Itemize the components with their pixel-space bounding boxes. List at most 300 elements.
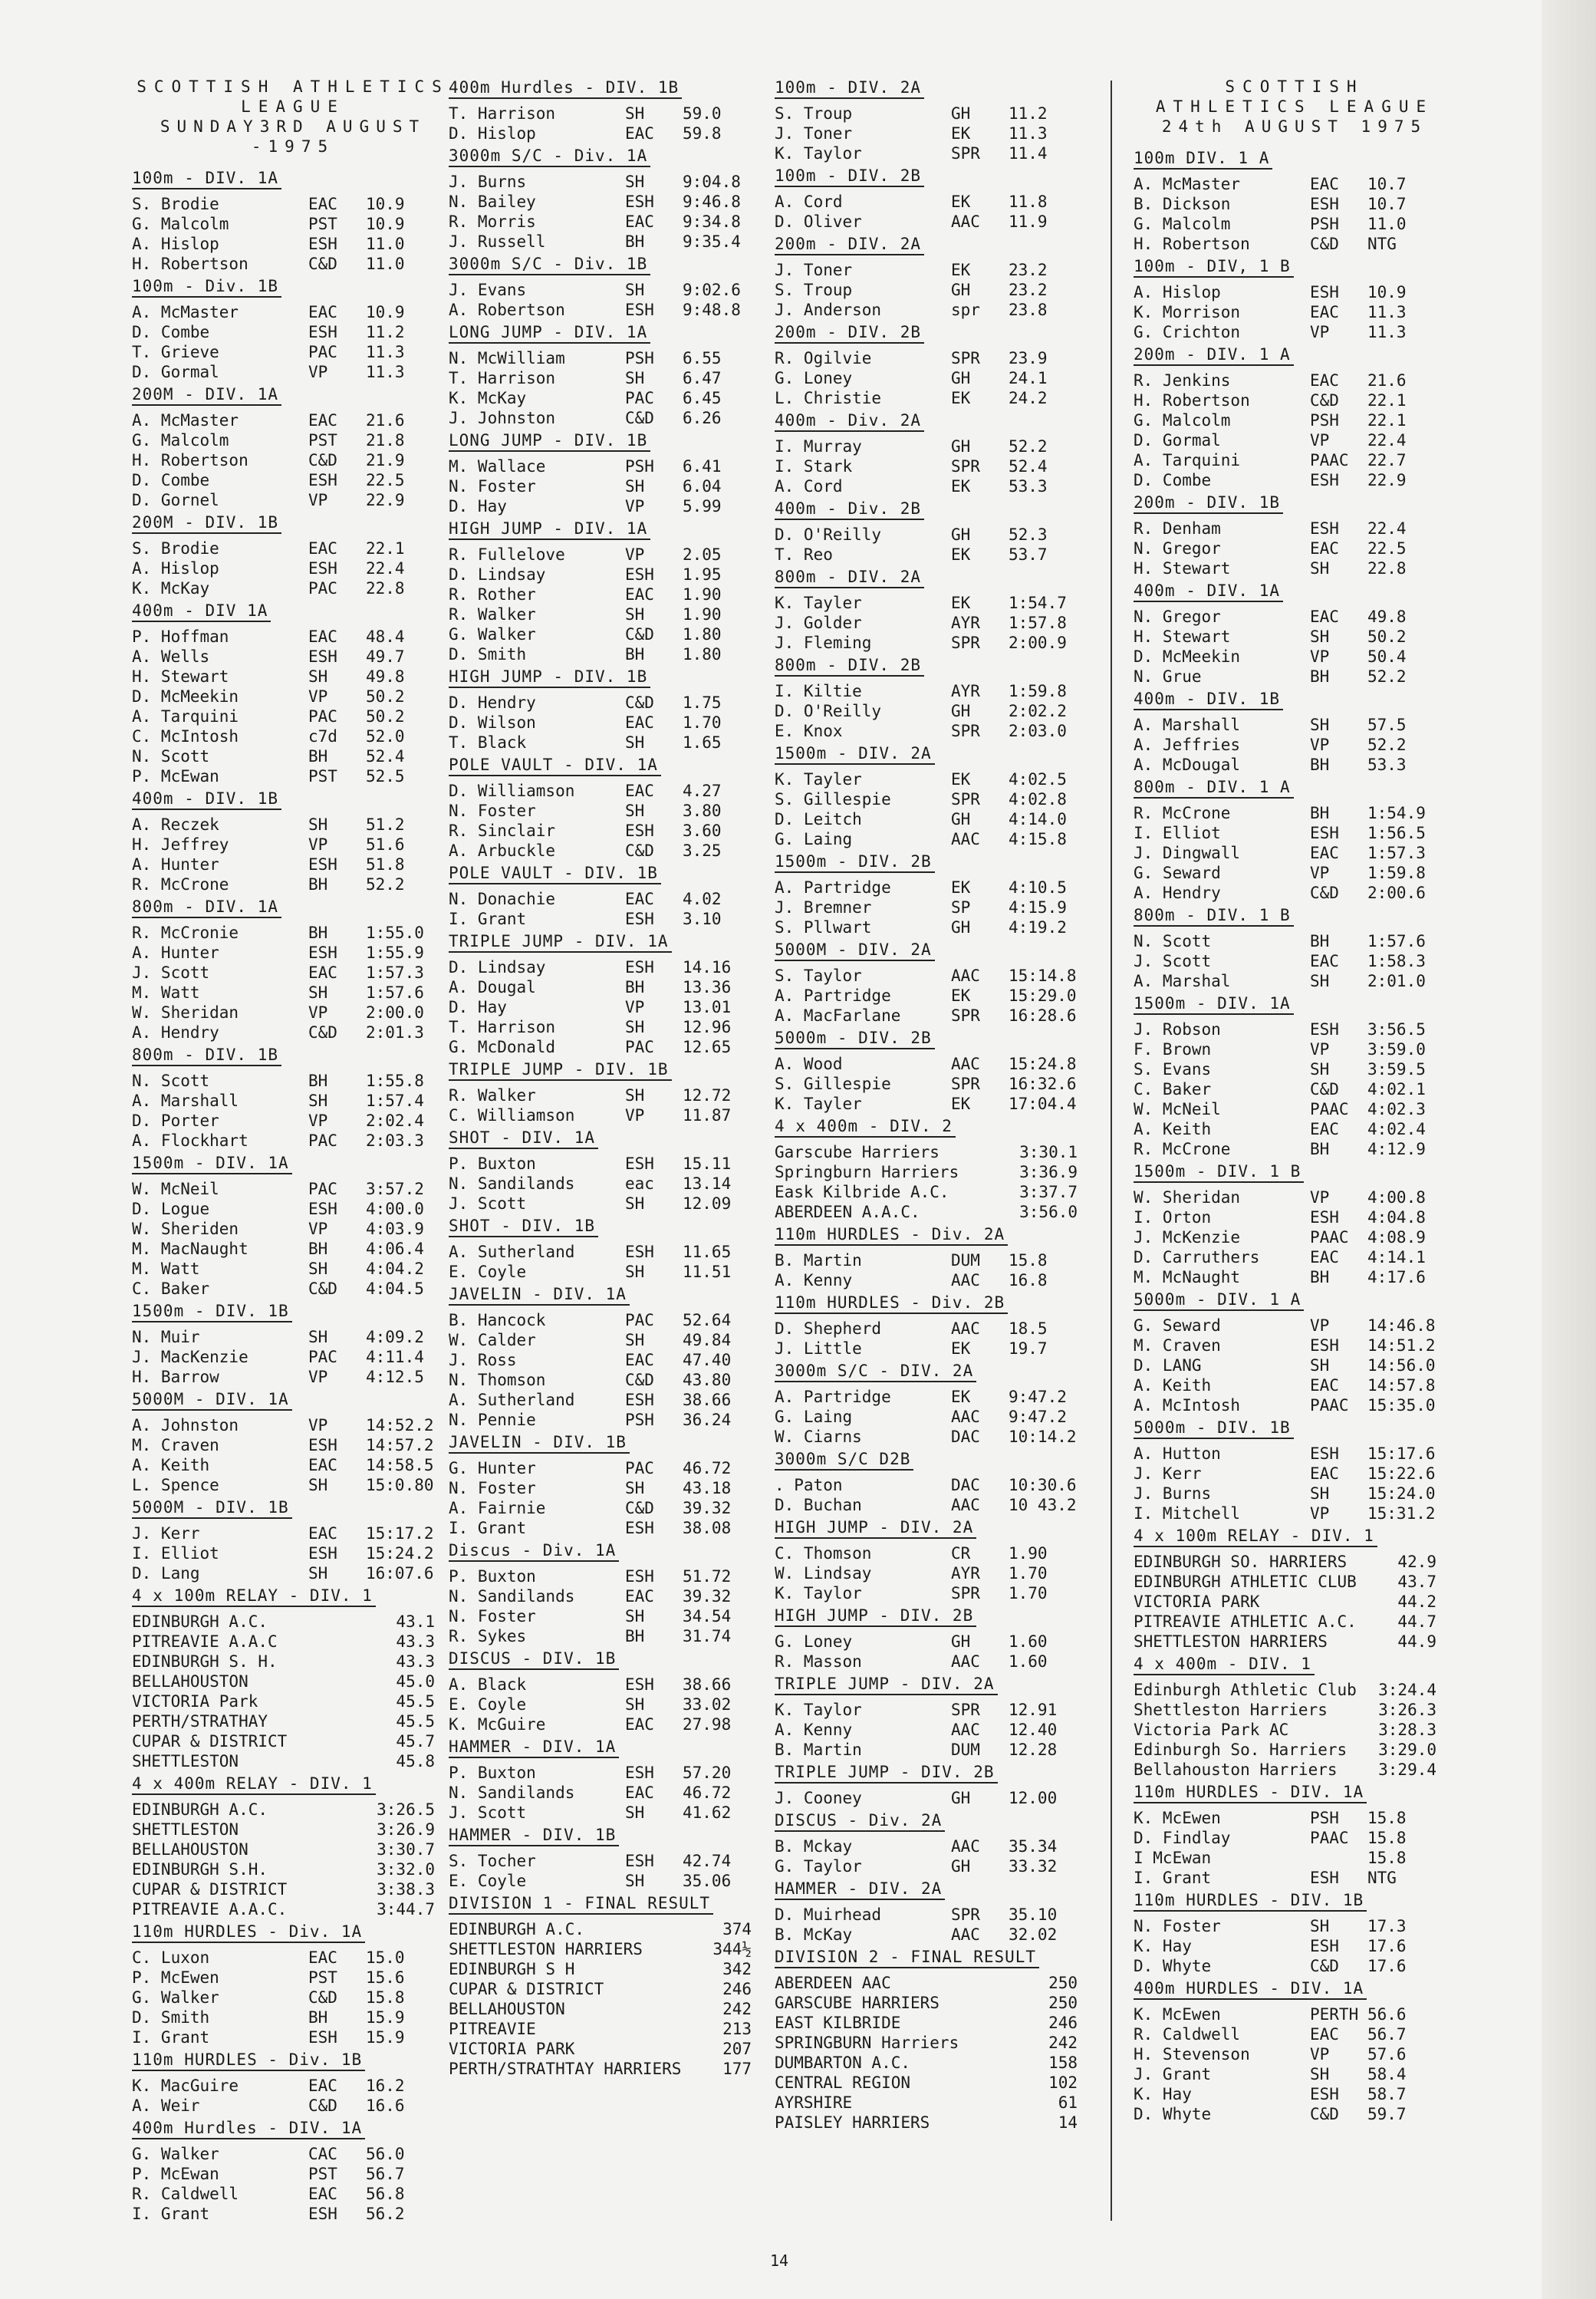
- athlete-name: A. Sutherland: [449, 1391, 575, 1409]
- event-section: [1134, 580, 1456, 687]
- club-code: spr: [951, 301, 980, 319]
- athlete-name: A. MacFarlane: [775, 1006, 901, 1025]
- event-section: [775, 1292, 1097, 1359]
- result-row: [132, 2008, 454, 2027]
- result-value: 58.4: [1367, 2065, 1407, 2083]
- club-code: SH: [1310, 2065, 1330, 2083]
- club-code: EAC: [625, 585, 654, 604]
- result-value: 15:14.8: [1009, 967, 1077, 985]
- result-row: [449, 1763, 771, 1783]
- result-row: [775, 436, 1097, 456]
- athlete-name: G. Laing: [775, 1408, 853, 1426]
- event-title: DIVISION 2 - FINAL RESULT: [775, 1948, 1039, 1968]
- result-row: [132, 1239, 454, 1259]
- team-name: ABERDEEN A.A.C.: [775, 1203, 920, 1221]
- event-title: 800m - DIV. 1 A: [1134, 778, 1294, 799]
- athlete-name: R. McCrone: [1134, 1140, 1231, 1158]
- athlete-name: I. Elliot: [132, 1544, 219, 1563]
- result-value: 2:00.0: [366, 1003, 424, 1022]
- club-code: AAC: [951, 1408, 980, 1426]
- results-column-3: [775, 77, 1097, 2134]
- result-value: 4:04.5: [366, 1280, 424, 1298]
- result-value: 9:34.8: [683, 212, 741, 231]
- result-value: 6.47: [683, 369, 722, 387]
- result-value: 56.7: [1367, 2025, 1407, 2044]
- team-result: 44.2: [1397, 1593, 1436, 1611]
- result-row: [1134, 1355, 1456, 1375]
- club-code: GH: [951, 104, 971, 123]
- athlete-name: K. McKay: [132, 579, 210, 598]
- athlete-name: K. Tayler: [775, 770, 862, 789]
- result-row: [1134, 883, 1456, 903]
- athlete-name: N. Gregor: [1134, 608, 1221, 626]
- club-code: AAC: [951, 212, 980, 231]
- result-row: [775, 388, 1097, 408]
- event-section: [1134, 993, 1456, 1159]
- club-code: PST: [308, 2165, 337, 2183]
- event-title: SHOT - DIV. 1A: [449, 1128, 598, 1149]
- athlete-name: D. Hay: [449, 998, 507, 1016]
- result-row: [132, 706, 454, 726]
- result-value: 1:57.6: [1367, 932, 1426, 950]
- club-code: VP: [1310, 647, 1330, 666]
- club-code: VP: [1310, 323, 1330, 341]
- league-title: SCOTTISH: [1225, 77, 1364, 96]
- club-code: SPR: [951, 349, 980, 367]
- result-value: 50.4: [1367, 647, 1407, 666]
- team-name: Edinburgh Athletic Club: [1134, 1681, 1357, 1699]
- result-value: 14:57.8: [1367, 1376, 1436, 1395]
- result-row: [1134, 194, 1456, 214]
- club-code: VP: [308, 1368, 328, 1386]
- result-value: 10.9: [366, 195, 405, 213]
- result-value: 57.6: [1367, 2045, 1407, 2064]
- result-row: [1134, 1956, 1456, 1976]
- result-value: 11.3: [366, 363, 405, 381]
- club-code: ESH: [1310, 1869, 1339, 1887]
- team-result-row: [132, 1691, 454, 1711]
- athlete-name: D. Lindsay: [449, 565, 546, 584]
- result-row: [132, 1968, 454, 1988]
- event-section: [132, 1585, 454, 1771]
- athlete-name: N. Foster: [449, 1607, 536, 1625]
- event-section: [132, 1497, 454, 1583]
- athlete-name: W. Calder: [449, 1331, 536, 1349]
- athlete-name: G. Laing: [775, 830, 853, 848]
- club-code: PSH: [1310, 411, 1339, 430]
- event-title: TRIPLE JUMP - DIV. 2B: [775, 1763, 998, 1784]
- event-section: [1134, 344, 1456, 490]
- result-value: 3.60: [683, 822, 722, 840]
- athlete-name: J. Anderson: [775, 301, 882, 319]
- athlete-name: G. Malcolm: [132, 215, 229, 233]
- result-row: [132, 766, 454, 786]
- result-value: 10:14.2: [1009, 1428, 1077, 1446]
- event-section: [775, 165, 1097, 232]
- athlete-name: K. McEwen: [1134, 2005, 1221, 2024]
- club-code: PAC: [625, 389, 654, 407]
- event-title: 110m HURDLES - DIV. 1B: [1134, 1891, 1367, 1912]
- team-result: 45.5: [396, 1692, 435, 1711]
- event-section: [449, 1540, 771, 1646]
- result-value: 11.2: [1009, 104, 1048, 123]
- result-row: [132, 1111, 454, 1131]
- club-code: PST: [308, 431, 337, 450]
- team-result-row: [1134, 1632, 1456, 1652]
- athlete-name: S. Troup: [775, 104, 853, 123]
- event-title: 3000m S/C D2B: [775, 1450, 913, 1471]
- result-row: [449, 192, 771, 212]
- club-code: ESH: [308, 2205, 337, 2223]
- result-value: 35.10: [1009, 1905, 1058, 1924]
- club-code: VP: [625, 998, 645, 1016]
- result-row: [775, 1543, 1097, 1563]
- club-code: SPR: [951, 722, 980, 740]
- club-code: SH: [625, 1263, 645, 1281]
- club-code: EK: [951, 545, 971, 564]
- club-code: ESH: [1310, 1208, 1339, 1227]
- club-code: EAC: [1310, 303, 1339, 321]
- athlete-name: J. Kerr: [1134, 1464, 1202, 1483]
- results-column-2: [449, 77, 771, 2080]
- result-row: [1134, 1848, 1456, 1868]
- athlete-name: N. Sandilands: [449, 1587, 575, 1606]
- club-code: AAC: [951, 1271, 980, 1289]
- athlete-name: A. Keith: [1134, 1376, 1212, 1395]
- result-row: [132, 874, 454, 894]
- event-title: 1500m - DIV. 1A: [1134, 994, 1294, 1015]
- team-result: 3:28.3: [1378, 1721, 1436, 1739]
- result-row: [132, 1543, 454, 1563]
- athlete-name: F. Brown: [1134, 1040, 1212, 1059]
- athlete-name: J. Russell: [449, 232, 546, 251]
- event-title: 200m - DIV. 2A: [775, 235, 924, 255]
- event-title: 200M - DIV. 1A: [132, 385, 281, 406]
- athlete-name: R. Caldwell: [132, 2185, 239, 2203]
- result-row: [1134, 1444, 1456, 1464]
- event-title: HIGH JUMP - DIV. 1B: [449, 667, 650, 688]
- event-section: [775, 498, 1097, 565]
- club-code: ESH: [308, 1200, 337, 1218]
- event-title: 3000m S/C - Div. 1B: [449, 255, 650, 275]
- athlete-name: A. Weir: [132, 2096, 200, 2115]
- athlete-name: N. Thomson: [449, 1371, 546, 1389]
- result-row: [132, 647, 454, 667]
- result-value: 3:56.5: [1367, 1020, 1426, 1039]
- team-result: 250: [1048, 1994, 1078, 2012]
- athlete-name: N. Foster: [449, 477, 536, 496]
- team-result-row: [1134, 1612, 1456, 1632]
- club-code: EAC: [1310, 1248, 1339, 1266]
- club-code: C&D: [308, 451, 337, 469]
- club-code: PAC: [308, 1131, 337, 1150]
- event-title: 800m - DIV. 2A: [775, 568, 924, 588]
- event-section: [775, 1761, 1097, 1808]
- event-title: LONG JUMP - DIV. 1A: [449, 323, 650, 344]
- athlete-name: S. Gillespie: [775, 1075, 891, 1093]
- result-value: 15.9: [366, 2028, 405, 2047]
- event-section: [1134, 904, 1456, 991]
- team-result: 44.9: [1397, 1632, 1436, 1651]
- club-code: SPR: [951, 1075, 980, 1093]
- club-code: SH: [625, 104, 645, 123]
- result-value: 2:02.2: [1009, 702, 1067, 720]
- athlete-name: W. McNeil: [132, 1180, 219, 1198]
- club-code: DUM: [951, 1741, 980, 1759]
- club-code: AAC: [951, 1652, 980, 1671]
- result-value: 46.72: [683, 1459, 732, 1477]
- result-row: [1134, 843, 1456, 863]
- athlete-name: H. Jeffrey: [132, 835, 229, 854]
- club-code: AAC: [951, 1496, 980, 1514]
- event-title: 200m - DIV. 1 A: [1134, 345, 1294, 366]
- event-title: 800m - DIV. 1B: [132, 1046, 281, 1066]
- result-row: [132, 1131, 454, 1151]
- result-row: [449, 585, 771, 604]
- result-row: [132, 578, 454, 598]
- result-row: [1134, 1099, 1456, 1119]
- event-title: 200m - DIV. 2B: [775, 323, 924, 344]
- club-code: SH: [1310, 1917, 1330, 1935]
- result-value: 52.2: [1367, 736, 1407, 754]
- event-section: [449, 1824, 771, 1891]
- athlete-name: G. Walker: [449, 625, 536, 644]
- result-row: [449, 368, 771, 388]
- team-result: 45.8: [396, 1752, 435, 1770]
- result-row: [449, 1803, 771, 1823]
- athlete-name: D. Muirhead: [775, 1905, 882, 1924]
- athlete-name: A. Hendry: [132, 1023, 219, 1042]
- result-value: 41.62: [683, 1803, 732, 1822]
- club-code: EAC: [1310, 1376, 1339, 1395]
- event-section: [775, 1605, 1097, 1672]
- result-value: 22.9: [366, 491, 405, 509]
- result-value: 18.5: [1009, 1319, 1048, 1338]
- result-row: [132, 1219, 454, 1239]
- athlete-name: A. Robertson: [449, 301, 565, 319]
- result-row: [775, 1720, 1097, 1740]
- athlete-name: R. Masson: [775, 1652, 862, 1671]
- result-row: [1134, 214, 1456, 234]
- result-row: [775, 829, 1097, 849]
- result-value: NTG: [1367, 1869, 1397, 1887]
- club-code: EAC: [308, 2077, 337, 2095]
- results-column-1: [132, 77, 454, 2225]
- result-row: [1134, 1267, 1456, 1287]
- team-name: VICTORIA Park: [132, 1692, 258, 1711]
- result-value: 58.7: [1367, 2085, 1407, 2103]
- event-title: POLE VAULT - DIV. 1A: [449, 756, 661, 776]
- club-code: ESH: [308, 471, 337, 489]
- club-code: EAC: [625, 212, 654, 231]
- result-value: 56.7: [366, 2165, 405, 2183]
- result-value: 4:02.8: [1009, 790, 1067, 809]
- result-value: 4.27: [683, 782, 722, 800]
- club-code: ESH: [308, 1436, 337, 1454]
- athlete-name: I. Elliot: [1134, 824, 1221, 842]
- result-row: [449, 1410, 771, 1430]
- page-edge-shadow: [1542, 0, 1596, 2299]
- team-result-row: [775, 2013, 1097, 2033]
- result-value: 33.32: [1009, 1857, 1058, 1876]
- team-name: CUPAR & DISTRICT: [449, 1980, 604, 1998]
- result-row: [132, 558, 454, 578]
- result-row: [132, 1367, 454, 1387]
- result-value: 1.70: [1009, 1584, 1048, 1602]
- result-value: 3.25: [683, 842, 722, 860]
- result-row: [449, 1105, 771, 1125]
- athlete-name: A. Wells: [132, 647, 210, 666]
- result-row: [132, 1023, 454, 1042]
- result-value: 57.5: [1367, 716, 1407, 734]
- team-result-row: [775, 2113, 1097, 2133]
- result-value: 27.98: [683, 1715, 732, 1734]
- event-section: [775, 1946, 1097, 2133]
- team-name: Victoria Park AC: [1134, 1721, 1289, 1739]
- result-row: [449, 889, 771, 909]
- event-section: [1134, 1889, 1456, 1976]
- club-code: ESH: [625, 1243, 654, 1261]
- team-result-row: [132, 1632, 454, 1652]
- event-section: [775, 939, 1097, 1026]
- event-section: [775, 851, 1097, 937]
- club-code: BH: [308, 1072, 328, 1090]
- club-code: EAC: [1310, 844, 1339, 862]
- athlete-name: R. Rother: [449, 585, 536, 604]
- athlete-name: D. Smith: [132, 2008, 210, 2027]
- result-value: 1:57.3: [366, 963, 424, 982]
- team-name: SPRINGBURN Harriers: [775, 2034, 959, 2052]
- athlete-name: D. Shepherd: [775, 1319, 882, 1338]
- result-value: 4:04.8: [1367, 1208, 1426, 1227]
- result-row: [1134, 322, 1456, 342]
- club-code: PST: [308, 767, 337, 786]
- event-title: 3000m S/C - DIV. 2A: [775, 1362, 976, 1382]
- club-code: EAC: [625, 124, 654, 143]
- club-code: ESH: [625, 958, 654, 977]
- result-value: 15.8: [366, 1988, 405, 2007]
- result-value: 13.01: [683, 998, 732, 1016]
- club-code: SH: [1310, 972, 1330, 990]
- team-result-row: [449, 2059, 771, 2079]
- athlete-name: G. Taylor: [775, 1857, 862, 1876]
- club-code: EAC: [1310, 1120, 1339, 1138]
- result-value: 22.5: [1367, 539, 1407, 558]
- event-title: 800m - DIV. 1 B: [1134, 906, 1294, 927]
- team-name: EDINBURGH S H: [449, 1960, 575, 1978]
- result-row: [449, 713, 771, 733]
- result-row: [132, 1327, 454, 1347]
- athlete-name: D. Buchan: [775, 1496, 862, 1514]
- result-value: 1:57.4: [366, 1092, 424, 1110]
- result-value: 1:59.8: [1367, 864, 1426, 882]
- result-row: [132, 1259, 454, 1279]
- athlete-name: A. Partridge: [775, 878, 891, 897]
- athlete-name: I. Orton: [1134, 1208, 1212, 1227]
- result-row: [449, 1518, 771, 1538]
- result-value: 12.91: [1009, 1701, 1058, 1719]
- club-code: EK: [951, 1339, 971, 1358]
- result-value: 19.7: [1009, 1339, 1048, 1358]
- team-name: AYRSHIRE: [775, 2093, 853, 2112]
- result-value: 9:02.6: [683, 281, 741, 299]
- club-code: PSH: [1310, 1809, 1339, 1827]
- team-result-row: [1134, 1572, 1456, 1592]
- athlete-name: E. Coyle: [449, 1695, 527, 1714]
- athlete-name: J. Kerr: [132, 1524, 200, 1543]
- result-row: [449, 348, 771, 368]
- event-section: [775, 743, 1097, 849]
- athlete-name: G. Malcolm: [132, 431, 229, 450]
- club-code: GH: [951, 1632, 971, 1651]
- event-title: 200M - DIV. 1B: [132, 513, 281, 534]
- result-value: 11.0: [366, 255, 405, 273]
- result-row: [132, 194, 454, 214]
- athlete-name: I. Mitchell: [1134, 1504, 1241, 1523]
- result-row: [775, 280, 1097, 300]
- athlete-name: G. McDonald: [449, 1038, 556, 1056]
- meeting-date: 24th AUGUST 1975: [1161, 117, 1428, 136]
- result-row: [132, 815, 454, 835]
- result-row: [132, 943, 454, 963]
- team-result: 250: [1048, 1974, 1078, 1992]
- club-code: ESH: [625, 1391, 654, 1409]
- athlete-name: J. Cooney: [775, 1789, 862, 1807]
- result-value: 11.3: [1367, 323, 1407, 341]
- athlete-name: S. Evans: [1134, 1060, 1212, 1079]
- result-row: [1134, 715, 1456, 735]
- result-value: 22.9: [1367, 471, 1407, 489]
- athlete-name: P. McEwan: [132, 767, 219, 786]
- club-code: eac: [625, 1174, 654, 1193]
- club-code: ESH: [625, 1852, 654, 1870]
- result-row: [449, 1390, 771, 1410]
- event-section: [775, 410, 1097, 496]
- club-code: PST: [308, 1968, 337, 1987]
- result-value: 6.41: [683, 457, 722, 476]
- team-result: 3:36.9: [1019, 1163, 1078, 1181]
- athlete-name: N. Donachie: [449, 890, 556, 908]
- club-code: PAC: [308, 1180, 337, 1198]
- result-value: 49.7: [366, 647, 405, 666]
- event-title: 5000M - DIV. 1A: [132, 1390, 292, 1411]
- result-value: 21.6: [1367, 371, 1407, 390]
- team-result: 3:56.0: [1019, 1203, 1078, 1221]
- result-value: 32.02: [1009, 1925, 1058, 1944]
- club-code: BH: [625, 645, 645, 664]
- result-value: 35.34: [1009, 1837, 1058, 1856]
- result-value: 12.40: [1009, 1721, 1058, 1739]
- event-section: [132, 1921, 454, 2047]
- result-row: [449, 1626, 771, 1646]
- club-code: EAC: [1310, 371, 1339, 390]
- result-row: [775, 1250, 1097, 1270]
- event-title: 1500m - DIV. 1A: [132, 1154, 292, 1174]
- athlete-name: G. Walker: [132, 1988, 219, 2007]
- result-value: 22.4: [366, 559, 405, 578]
- result-row: [132, 254, 454, 274]
- result-row: [132, 746, 454, 766]
- team-result: 374: [722, 1920, 752, 1938]
- club-code: C&D: [1310, 884, 1339, 902]
- club-code: SH: [625, 1331, 645, 1349]
- athlete-name: K. Hay: [1134, 2085, 1192, 2103]
- athlete-name: P. McEwan: [132, 2165, 219, 2183]
- event-section: [775, 1517, 1097, 1603]
- result-value: 36.24: [683, 1411, 732, 1429]
- result-row: [775, 212, 1097, 232]
- team-name: BELLAHOUSTON: [449, 2000, 565, 2018]
